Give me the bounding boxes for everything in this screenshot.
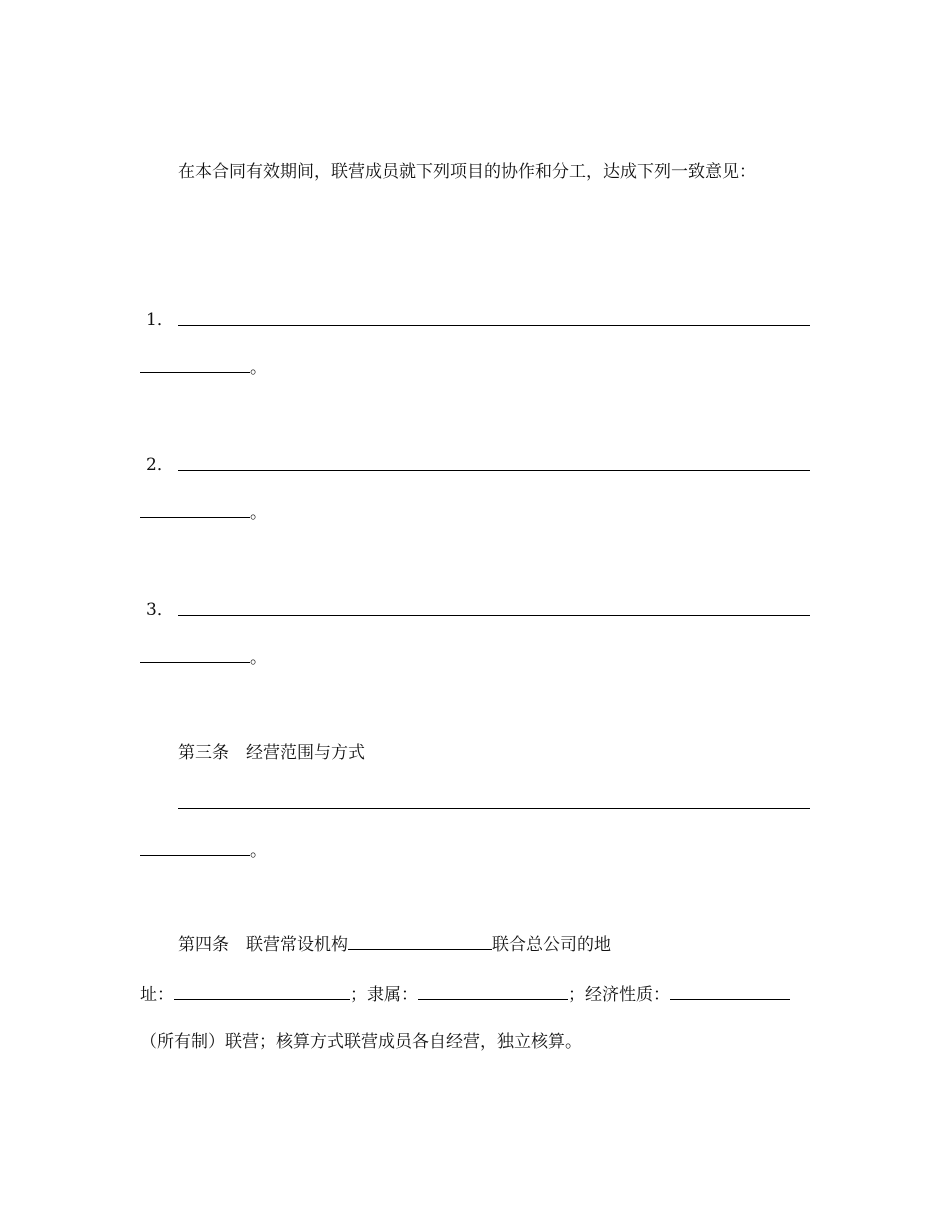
item-2-end xyxy=(140,503,267,523)
article-4-suffix: 联合总公司的地 xyxy=(492,935,611,955)
article-3-blank-cont[interactable] xyxy=(140,841,250,856)
affiliation-blank[interactable] xyxy=(418,985,568,1000)
article-3-period: 。 xyxy=(250,841,267,861)
intro-paragraph: 在本合同有效期间，联营成员就下列项目的协作和分工，达成下列一致意见： xyxy=(178,162,756,182)
item-3-blank-cont[interactable] xyxy=(140,648,250,663)
item-2-period: 。 xyxy=(250,503,267,523)
article-4-line-1 xyxy=(178,935,611,955)
article-3-title: 第三条 经营范围与方式 xyxy=(178,743,365,763)
item-3-blank[interactable] xyxy=(178,615,810,616)
economic-nature-blank[interactable] xyxy=(670,985,790,1000)
item-1-blank[interactable] xyxy=(178,325,810,326)
item-3-period: 。 xyxy=(250,648,267,668)
item-3-label: 3． xyxy=(146,600,174,620)
item-2-blank[interactable] xyxy=(178,470,810,471)
address-blank[interactable] xyxy=(174,985,350,1000)
item-3-end xyxy=(140,648,267,668)
item-1-label: 1． xyxy=(146,310,174,330)
affiliation-label: ；隶属： xyxy=(350,985,418,1005)
item-1-blank-cont[interactable] xyxy=(140,358,250,373)
economic-nature-label: ；经济性质： xyxy=(568,985,670,1005)
item-2-blank-cont[interactable] xyxy=(140,503,250,518)
item-1-period: 。 xyxy=(250,358,267,378)
institution-blank[interactable] xyxy=(348,935,492,950)
item-1-end xyxy=(140,358,267,378)
address-label: 址： xyxy=(140,985,174,1005)
article-4-prefix: 第四条 联营常设机构 xyxy=(178,935,348,955)
item-2-label: 2． xyxy=(146,455,174,475)
article-3-end xyxy=(140,841,267,861)
article-4-line-3: （所有制）联营；核算方式联营成员各自经营，独立核算。 xyxy=(140,1032,582,1052)
article-4-line-2 xyxy=(140,985,790,1005)
article-3-blank[interactable] xyxy=(178,808,810,809)
